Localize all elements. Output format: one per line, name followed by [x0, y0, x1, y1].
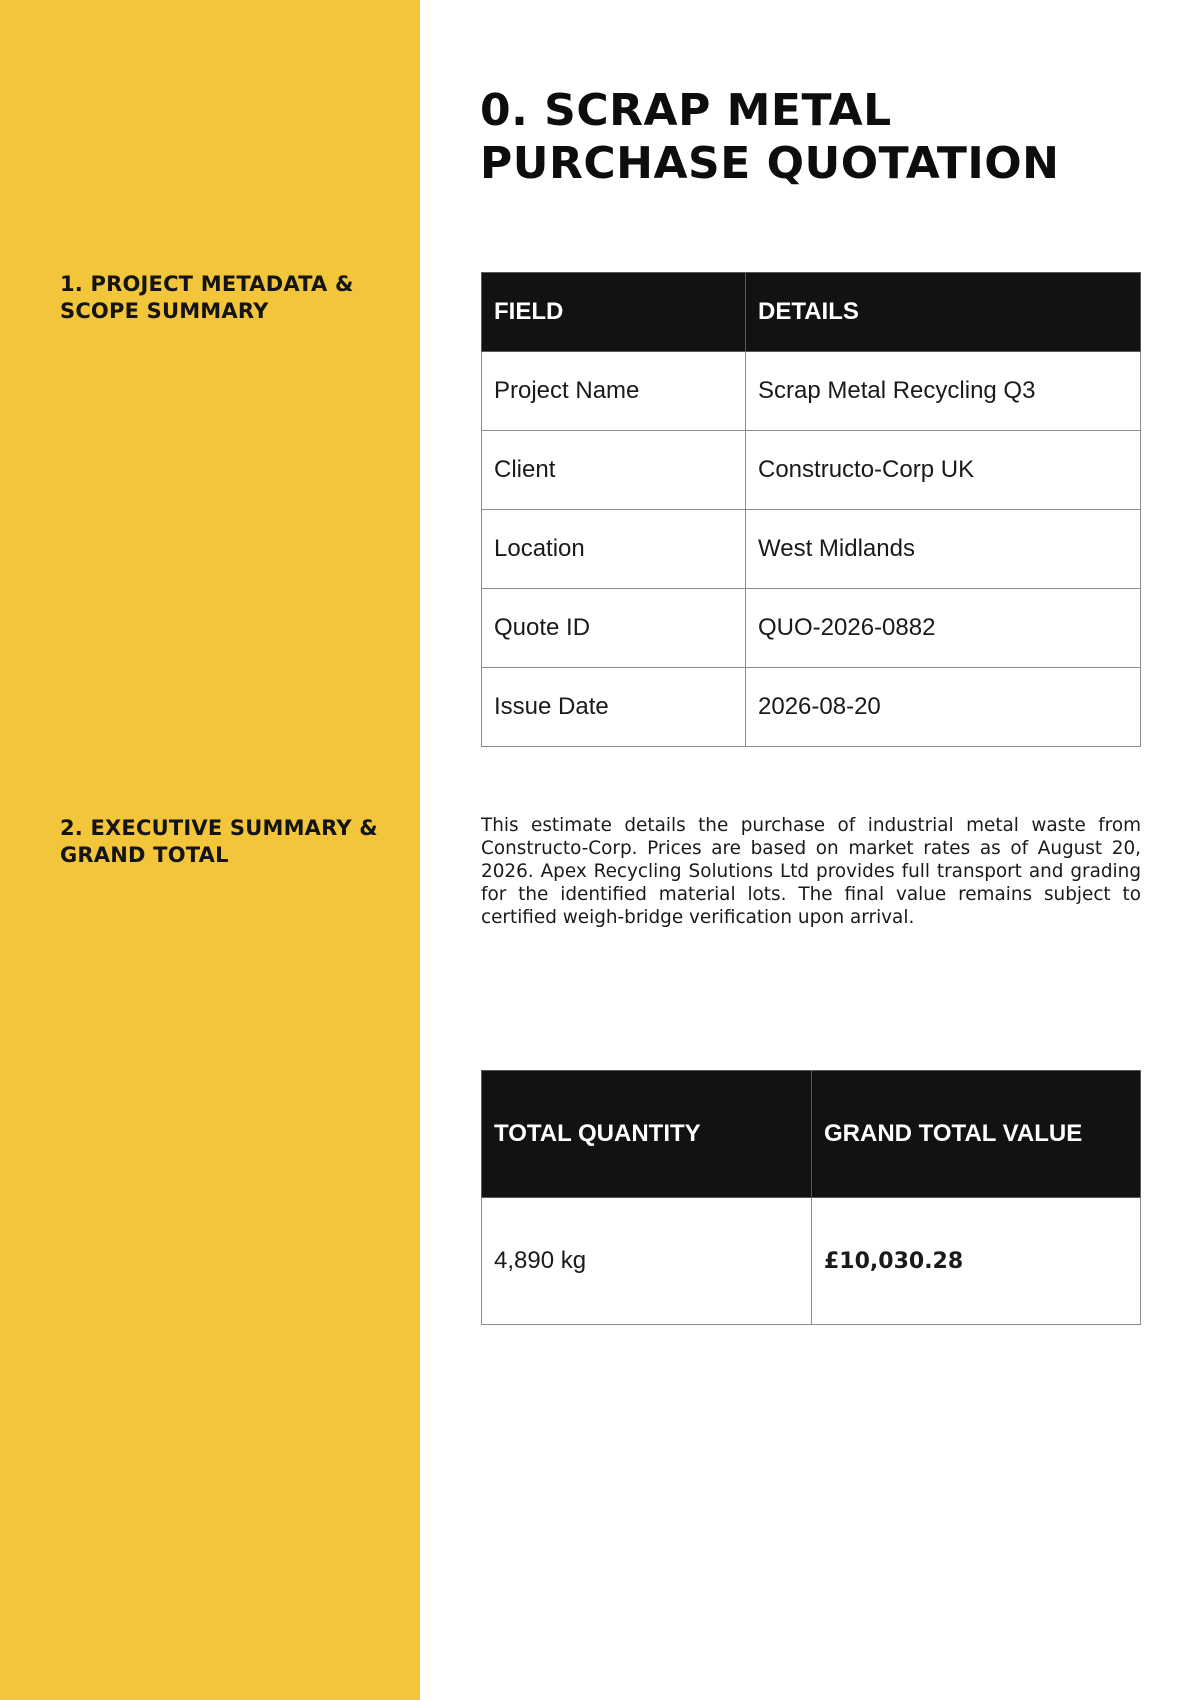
section-label-summary: 2. EXECUTIVE SUMMARY & GRAND TOTAL	[60, 816, 378, 867]
column-header-grand-total: GRAND TOTAL VALUE	[812, 1071, 1141, 1198]
field-cell: Client	[482, 431, 746, 510]
totals-table	[481, 1070, 1141, 1325]
column-header-field: FIELD	[482, 273, 746, 352]
table-header-row	[482, 273, 1141, 352]
metadata-table	[481, 272, 1141, 747]
field-cell: Location	[482, 510, 746, 589]
table-row	[482, 510, 1141, 589]
table-row	[482, 668, 1141, 747]
table-header-row	[482, 1071, 1141, 1198]
column-header-total-quantity: TOTAL QUANTITY	[482, 1071, 812, 1198]
details-cell: Scrap Metal Recycling Q3	[746, 352, 1141, 431]
field-cell: Quote ID	[482, 589, 746, 668]
field-cell: Project Name	[482, 352, 746, 431]
details-cell: Constructo-Corp UK	[746, 431, 1141, 510]
column-header-details: DETAILS	[746, 273, 1141, 352]
section-label-metadata: 1. PROJECT METADATA & SCOPE SUMMARY	[60, 272, 354, 323]
field-cell: Issue Date	[482, 668, 746, 747]
executive-summary-text: This estimate details the purchase of industrial metal waste from Constructo-Corp. Prices are based on market rates as of August 20, 2026. Apex Recycling Solutions Ltd provides full transport and grading for the identified material lots. The final value remains subject to certified weigh-bridge verification upon arrival.	[481, 815, 1141, 928]
table-row	[482, 1198, 1141, 1325]
table-row	[482, 431, 1141, 510]
document-title: 0. SCRAP METAL PURCHASE QUOTATION	[480, 85, 1060, 189]
total-quantity-value: 4,890 kg	[482, 1198, 812, 1325]
table-row	[482, 589, 1141, 668]
details-cell: QUO-2026-0882	[746, 589, 1141, 668]
table-row	[482, 352, 1141, 431]
details-cell: West Midlands	[746, 510, 1141, 589]
sidebar-panel	[0, 0, 420, 1700]
details-cell: 2026-08-20	[746, 668, 1141, 747]
grand-total-value: £10,030.28	[812, 1198, 1141, 1325]
